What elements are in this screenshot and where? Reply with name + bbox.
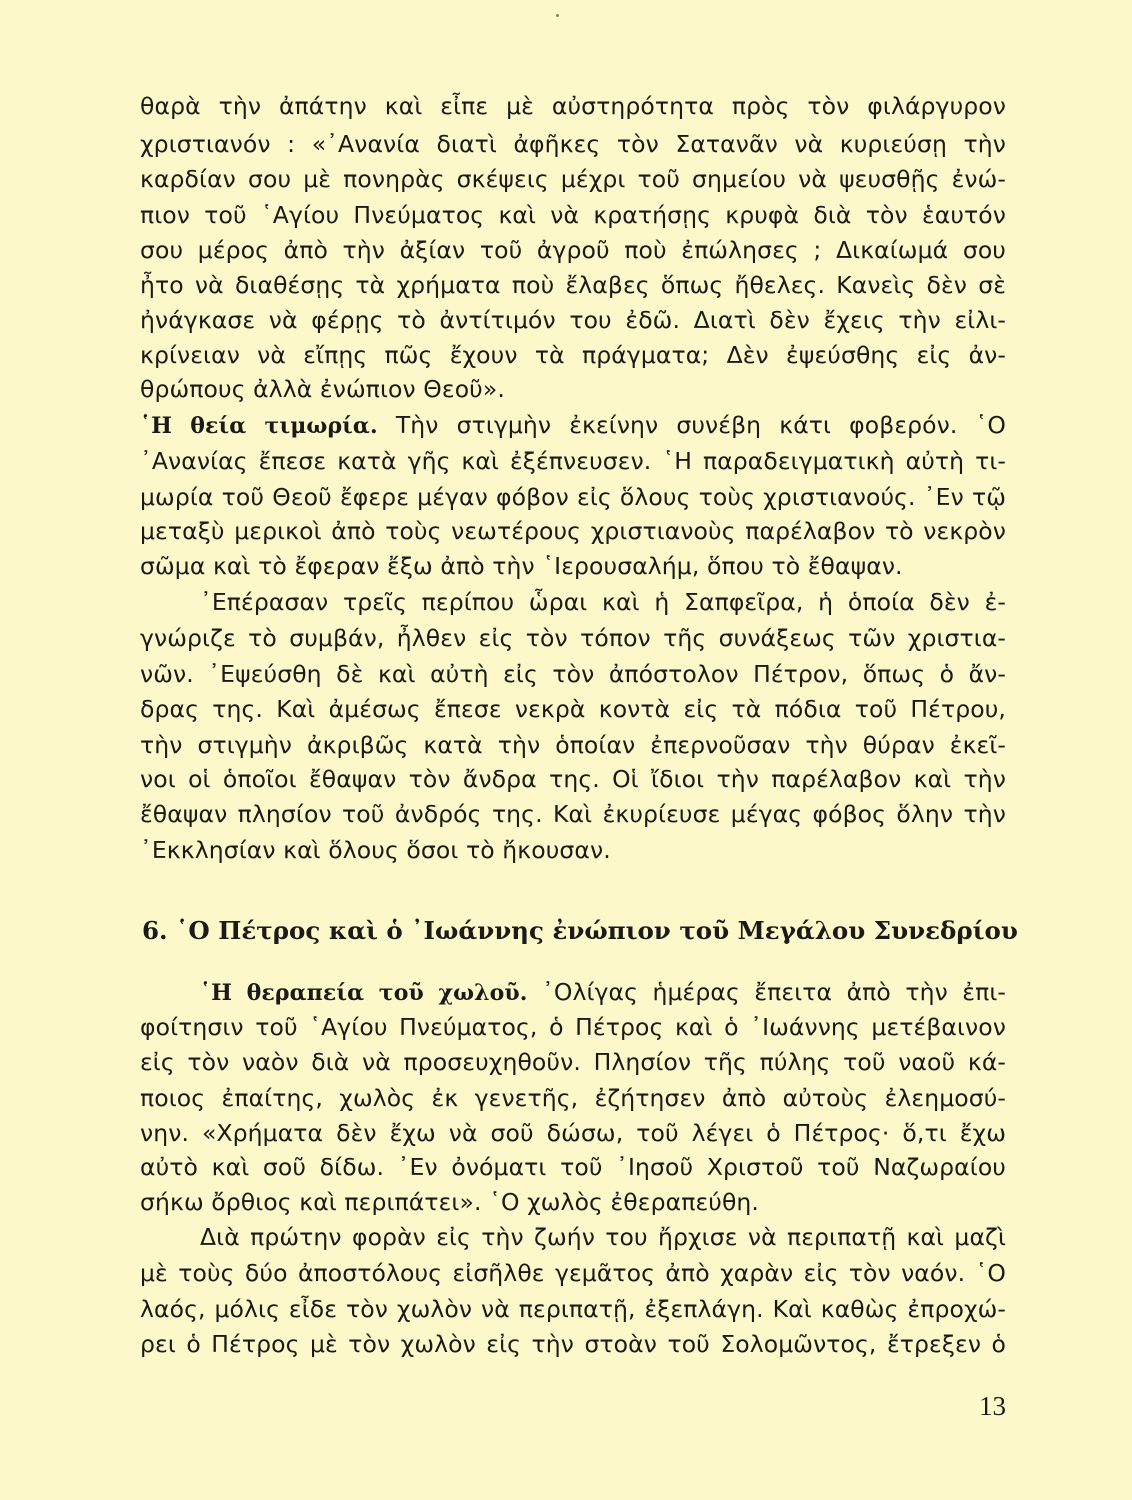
text-line: εἰς τὸν ναὸν διὰ νὰ προσευχηθοῦν. Πλησίον τῆς πύλης τοῦ ναοῦ κά- [140, 1048, 1006, 1076]
text-line: χριστιανόν : «᾿Ανανία διατὶ ἀφῆκες τὸν Σατανᾶν νὰ κυριεύσῃ τὴν [140, 130, 1006, 158]
text-line: σήκω ὄρθιος καὶ περιπάτει». ῾Ο χωλὸς ἐθεραπεύθη. [140, 1188, 759, 1216]
text-line: ᾿Εκκλησίαν καὶ ὅλους ὅσοι τὸ ἤκουσαν. [140, 836, 611, 864]
paragraph-heading: ῾Η θεία τιμωρία. [140, 413, 378, 439]
text-line: μεταξὺ μερικοὶ ἀπὸ τοὺς νεωτέρους χριστιανοὺς παρέλαβον τὸ νεκρὸν [140, 517, 1006, 545]
text-line: σῶμα καὶ τὸ ἔφεραν ἔξω ἀπὸ τὴν ῾Ιερουσαλήμ, ὅπου τὸ ἔθαψαν. [140, 552, 903, 580]
text-line: αὐτὸ καὶ σοῦ δίδω. ᾿Εν ὀνόματι τοῦ ᾿Ιησοῦ Χριστοῦ τοῦ Ναζωραίου [140, 1153, 1006, 1181]
section-heading: 6. ῾Ο Πέτρος καὶ ὁ ᾿Ιωάννης ἐνώπιον τοῦ Μεγάλου Συνεδρίου [142, 916, 1018, 945]
text-line: ἦτο νὰ διαθέσῃς τὰ χρήματα ποὺ ἔλαβες ὅπως ἤθελες. Κανεὶς δὲν σὲ [140, 271, 1006, 299]
text-line: κρίνειαν νὰ εἴπῃς πῶς ἔχουν τὰ πράγματα; Δὲν ἐψεύσθης εἰς ἀν- [140, 341, 1006, 369]
text-line: σου μέρος ἀπὸ τὴν ἀξίαν τοῦ ἀγροῦ ποὺ ἐπώλησες ; Δικαίωμά σου [140, 236, 1006, 264]
text-line: θαρὰ τὴν ἀπάτην καὶ εἶπε μὲ αὐστηρότητα πρὸς τὸν φιλάργυρον [140, 92, 1006, 120]
text-line: γνώριζε τὸ συμβάν, ἦλθεν εἰς τὸν τόπον τῆς συνάξεως τῶν χριστια- [140, 624, 1006, 652]
text-line: ἔθαψαν πλησίον τοῦ ἀνδρός της. Καὶ ἐκυρίευσε μέγας φόβος ὅλην τὴν [140, 800, 1006, 828]
paragraph-heading: ῾Η θεραπεία τοῦ χωλοῦ. [200, 980, 528, 1006]
text-line: τὴν στιγμὴν ἀκριβῶς κατὰ τὴν ὁποίαν ἐπερνοῦσαν τὴν θύραν ἐκεῖ- [140, 731, 1006, 759]
text-line: Διὰ πρώτην φορὰν εἰς τὴν ζωήν του ἤρχισε νὰ περιπατῇ καὶ μαζὶ [200, 1223, 1006, 1251]
print-speck [556, 14, 559, 17]
text-line: νοι οἱ ὁποῖοι ἔθαψαν τὸν ἄνδρα της. Οἱ ἴδιοι τὴν παρέλαβον καὶ τὴν [140, 765, 1006, 793]
text-line: λαός, μόλις εἶδε τὸν χωλὸν νὰ περιπατῇ, ἐξεπλάγη. Καὶ καθὼς ἐπροχώ- [140, 1295, 1006, 1323]
text-line: ᾿Ανανίας ἔπεσε κατὰ γῆς καὶ ἐξέπνευσεν. ῾Η παραδειγματικὴ αὐτὴ τι- [140, 447, 1006, 475]
text-line: δρας της. Καὶ ἀμέσως ἔπεσε νεκρὰ κοντὰ εἰς τὰ πόδια τοῦ Πέτρου, [140, 695, 1006, 723]
paragraph-first-line [140, 410, 1006, 441]
text-line: καρδίαν σου μὲ πονηρὰς σκέψεις μέχρι τοῦ σημείου νὰ ψευσθῇς ἐνώ- [140, 165, 1006, 193]
text-line: θρώπους ἀλλὰ ἐνώπιον Θεοῦ». [140, 375, 505, 403]
text-line: ποιος ἐπαίτης, χωλὸς ἐκ γενετῆς, ἐζήτησεν ἀπὸ αὐτοὺς ἐλεημοσύ- [140, 1084, 1006, 1112]
text-line: μὲ τοὺς δύο ἀποστόλους εἰσῆλθε γεμᾶτος ἀπὸ χαρὰν εἰς τὸν ναόν. ῾Ο [140, 1259, 1006, 1287]
text-line: ρει ὁ Πέτρος μὲ τὸν χωλὸν εἰς τὴν στοὰν τοῦ Σολομῶντος, ἔτρεξεν ὁ [140, 1330, 1006, 1358]
text-line: ᾿Επέρασαν τρεῖς περίπου ὧραι καὶ ἡ Σαπφεῖρα, ἡ ὁποία δὲν ἐ- [200, 588, 1006, 616]
text-span: Τὴν στιγμὴν ἐκείνην συνέβη κάτι φοβερόν. ῾Ο [395, 411, 1006, 439]
text-line: νῶν. ᾿Εψεύσθη δὲ καὶ αὐτὴ εἰς τὸν ἀπόστολον Πέτρον, ὅπως ὁ ἄν- [140, 660, 1006, 688]
paragraph-first-line [200, 977, 1006, 1008]
text-line: ἠνάγκασε νὰ φέρῃς τὸ ἀντίτιμόν του ἐδῶ. Διατὶ δὲν ἔχεις τὴν εἰλι- [140, 306, 1006, 334]
text-line: φοίτησιν τοῦ ῾Αγίου Πνεύματος, ὁ Πέτρος καὶ ὁ ᾿Ιωάννης μετέβαινον [140, 1013, 1006, 1041]
text-span: ᾿Ολίγας ἡμέρας ἔπειτα ἀπὸ τὴν ἐπι- [542, 978, 1006, 1006]
text-line: μωρία τοῦ Θεοῦ ἔφερε μέγαν φόβον εἰς ὅλους τοὺς χριστιανούς. ᾿Εν τῷ [140, 483, 1006, 511]
text-line: πιον τοῦ ῾Αγίου Πνεύματος καὶ νὰ κρατήσῃς κρυφὰ διὰ τὸν ἑαυτόν [140, 201, 1006, 229]
page-number: 13 [979, 1391, 1006, 1421]
text-line: νην. «Χρήματα δὲν ἔχω νὰ σοῦ δώσω, τοῦ λέγει ὁ Πέτρος· ὅ,τι ἔχω [140, 1119, 1006, 1147]
